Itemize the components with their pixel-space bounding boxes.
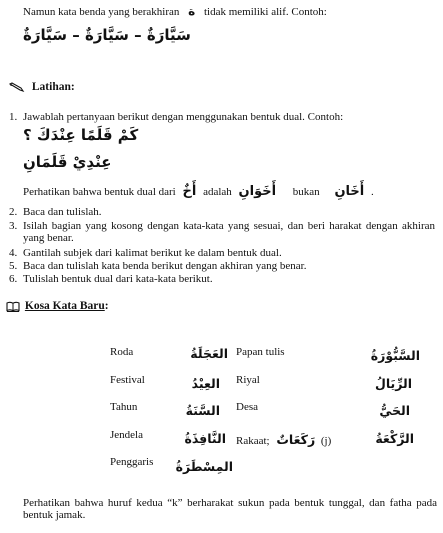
vocab-left-ar: المِسْطَرَةُ [175, 459, 233, 474]
latihan-heading [9, 81, 75, 93]
list-item-text: Baca dan tulislah. [23, 206, 102, 218]
vocab-right-id: Desa [236, 401, 258, 413]
note-text: Perhatikan bahwa bentuk dual dari [23, 186, 176, 198]
vocab-right-id: Rakaat; [236, 435, 270, 447]
list-number: 1. [9, 111, 18, 123]
note-arabic-word: أَخٌ [182, 184, 197, 199]
intro-text: Namun kata benda yang berakhiran [23, 6, 180, 18]
note-arabic-word3: أَخَانِ [334, 184, 365, 199]
vocab-left-id: Jendela [110, 429, 143, 441]
kosa-heading [6, 300, 109, 312]
kosa-colon: : [104, 300, 109, 312]
footer-note: Perhatikan bahwa huruf kedua “k” berharakat sukun pada bentuk tunggal, dan fatha pada bentuk jamak. [23, 497, 437, 521]
vocab-right-ar: السَّبُّوْرَةُ [370, 348, 420, 363]
pencil-icon [9, 82, 25, 92]
list-number: 6. [9, 273, 18, 285]
note-end: . [371, 186, 374, 198]
vocab-left-id: Tahun [110, 401, 138, 413]
example-answer-arabic: عِنْدِيْ قَلَمَانِ [23, 153, 112, 171]
intro-example-arabic: سَيَّارَةٌ – سَيَّارَةٌ – سَيَّارَةٌ [23, 26, 191, 44]
intro-line [23, 4, 327, 18]
example-question-arabic: كَمْ قَلَمًا عِنْدَكَ ؟ [23, 126, 139, 144]
note-text-bukan: bukan [292, 186, 320, 198]
dual-note [23, 184, 374, 199]
vocab-right-id: Papan tulis [236, 346, 285, 358]
vocab-right-ar: الحَيُّ [379, 403, 410, 418]
vocab-left-id: Festival [110, 374, 145, 386]
list-item-text: Gantilah subjek dari kalimat berikut ke dalam bentuk dual. [23, 247, 282, 259]
note-arabic-word2: أَخَوَانِ [238, 184, 277, 199]
list-item-text: Jawablah pertanyaan berikut dengan menggunakan bentuk dual. Contoh: [23, 111, 344, 123]
vocab-left-ar: العَجَلَةُ [190, 346, 228, 361]
vocab-right-id: Riyal [236, 374, 260, 386]
kosa-title: Kosa Kata Baru [24, 300, 105, 312]
vocab-right-ar: الرِّيَالُ [375, 376, 412, 391]
list-number: 4. [9, 247, 18, 259]
list-item-text: Baca dan tulislah kata benda berikut dengan akhiran yang benar. [23, 260, 307, 272]
vocab-right-ar: الرَّكْعَةُ [375, 431, 414, 446]
note-text-mid: adalah [203, 186, 232, 198]
list-number: 3. [9, 220, 18, 232]
vocab-rakaat-row [236, 432, 331, 447]
intro-text-end: tidak memiliki alif. Contoh: [203, 6, 327, 18]
vocab-left-ar: السَّنَةُ [185, 403, 220, 418]
latihan-title: Latihan: [31, 81, 75, 93]
vocab-left-ar: النَّافِذَةُ [184, 431, 226, 446]
ta-marbuta: ة [188, 4, 196, 18]
list-number: 2. [9, 206, 18, 218]
list-number: 5. [9, 260, 18, 272]
vocab-left-id: Roda [110, 346, 134, 358]
list-item-text: Isilah bagian yang kosong dengan kata-kata yang sesuai, dan beri harakat dengan akhiran yang benar. [23, 220, 435, 244]
vocab-left-ar: العِيْدُ [191, 376, 220, 391]
list-item-text: Tulislah bentuk dual dari kata-kata berikut. [23, 273, 213, 285]
vocab-plural-ar: رَكَعَاتٌ [276, 432, 316, 447]
vocab-left-id: Penggaris [110, 456, 154, 468]
book-icon [6, 301, 20, 312]
vocab-plural-tag: (j) [320, 435, 332, 447]
